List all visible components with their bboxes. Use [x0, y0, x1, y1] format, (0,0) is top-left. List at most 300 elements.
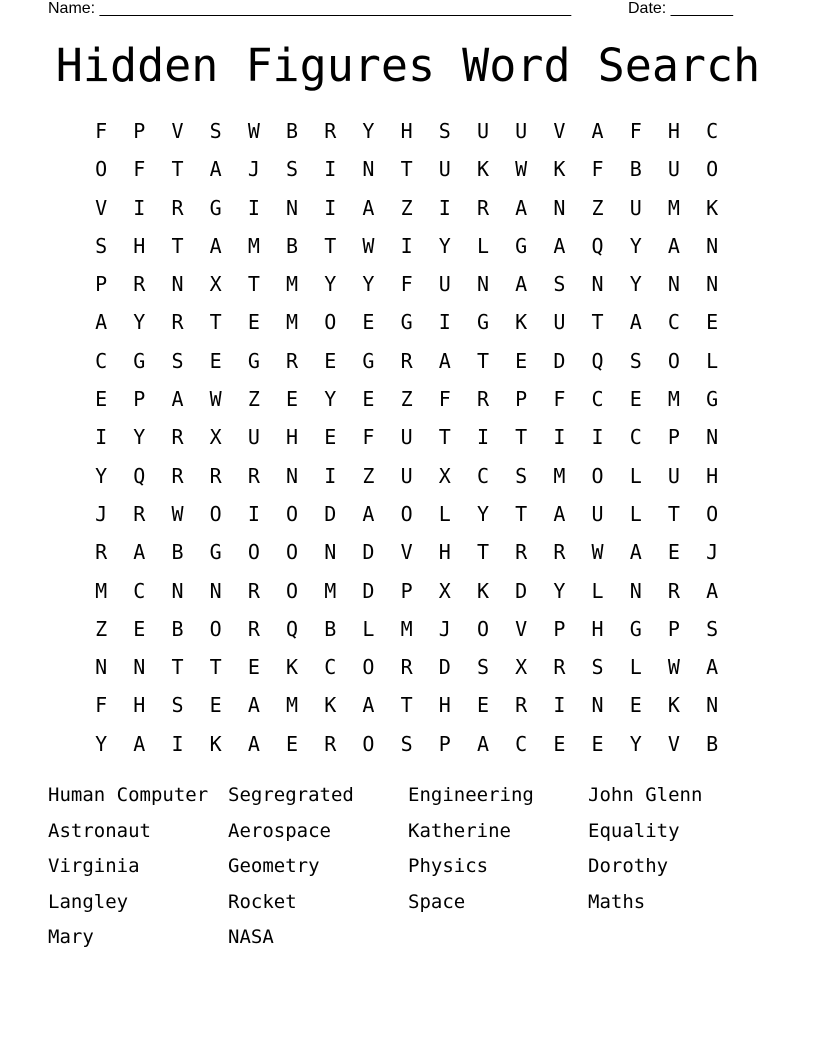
- word-list-item: Engineering: [408, 784, 534, 806]
- grid-letter: P: [667, 616, 680, 641]
- grid-letter: N: [706, 272, 719, 297]
- grid-letter: U: [667, 463, 680, 488]
- grid-letter: O: [706, 157, 719, 182]
- grid-letter: R: [247, 463, 260, 488]
- grid-letter: F: [362, 425, 375, 450]
- grid-letter: P: [438, 731, 451, 756]
- grid-letter: Z: [400, 195, 413, 220]
- grid-letter: M: [286, 310, 299, 335]
- grid-letter: H: [706, 463, 719, 488]
- grid-letter: H: [667, 119, 680, 143]
- grid-letter: Z: [247, 387, 260, 412]
- grid-letter: C: [706, 119, 719, 143]
- grid-letter: O: [286, 540, 299, 565]
- grid-letter: R: [171, 310, 184, 335]
- grid-letter: N: [362, 157, 375, 182]
- grid-letter: I: [324, 157, 337, 182]
- grid-letter: A: [247, 731, 260, 756]
- grid-letter: T: [515, 425, 528, 450]
- grid-letter: I: [438, 310, 451, 335]
- grid-letter: Z: [400, 387, 413, 412]
- grid-letter: I: [247, 195, 260, 220]
- grid-letter: D: [553, 348, 566, 373]
- grid-letter: W: [515, 157, 528, 182]
- grid-letter: N: [171, 272, 184, 297]
- word-list-item: John Glenn: [588, 784, 703, 806]
- grid-letter: A: [629, 540, 642, 565]
- name-field-line: Name: _____________________________________________________: [48, 0, 572, 17]
- grid-letter: I: [438, 195, 451, 220]
- grid-letter: I: [95, 425, 108, 450]
- grid-letter: E: [286, 731, 299, 756]
- grid-letter: T: [324, 233, 337, 258]
- grid-letter: I: [324, 463, 337, 488]
- grid-letter: Y: [133, 425, 146, 450]
- grid-letter: I: [553, 425, 566, 450]
- grid-letter: M: [286, 693, 299, 718]
- grid-letter: H: [438, 693, 451, 718]
- grid-letter: Y: [95, 463, 108, 488]
- grid-letter: R: [667, 578, 680, 603]
- grid-letter: A: [629, 310, 642, 335]
- grid-letter: P: [400, 578, 413, 603]
- grid-letter: A: [209, 157, 222, 182]
- grid-letter: I: [591, 425, 604, 450]
- grid-letter: A: [438, 348, 451, 373]
- word-list-item: Rocket: [228, 890, 297, 913]
- grid-letter: B: [706, 731, 719, 756]
- grid-letter: K: [515, 310, 528, 335]
- grid-letter: Y: [362, 119, 375, 143]
- grid-letter: F: [95, 693, 108, 718]
- grid-letter: E: [209, 348, 222, 373]
- grid-letter: J: [438, 616, 451, 641]
- grid-letter: H: [286, 425, 299, 450]
- grid-letter: I: [400, 233, 413, 258]
- grid-letter: T: [209, 655, 222, 680]
- grid-letter: D: [324, 501, 337, 526]
- grid-letter: T: [515, 501, 528, 526]
- grid-letter: W: [362, 233, 375, 258]
- grid-letter: S: [629, 348, 642, 373]
- grid-letter: H: [133, 693, 146, 718]
- grid-letter: Z: [362, 463, 375, 488]
- grid-letter: N: [286, 463, 299, 488]
- grid-letter: W: [591, 540, 604, 565]
- grid-letter: R: [209, 463, 222, 488]
- grid-letter: E: [286, 387, 299, 412]
- grid-letter: R: [515, 693, 528, 718]
- grid-letter: T: [667, 501, 680, 526]
- grid-letter: Y: [133, 310, 146, 335]
- grid-letter: Y: [629, 272, 642, 297]
- grid-letter: P: [515, 387, 528, 412]
- grid-letter: S: [286, 157, 299, 182]
- grid-letter: E: [95, 387, 108, 412]
- grid-letter: W: [171, 501, 184, 526]
- grid-letter: F: [438, 387, 451, 412]
- grid-letter: O: [95, 157, 108, 182]
- grid-letter: N: [95, 655, 108, 680]
- grid-letter: F: [95, 119, 108, 143]
- grid-letter: R: [553, 655, 566, 680]
- grid-letter: R: [171, 463, 184, 488]
- word-list-item: Physics: [408, 855, 489, 878]
- grid-letter: U: [591, 501, 604, 526]
- grid-letter: U: [247, 425, 260, 450]
- grid-letter: L: [629, 501, 642, 526]
- grid-letter: E: [324, 425, 337, 450]
- grid-letter: E: [362, 310, 375, 335]
- grid-letter: H: [591, 616, 604, 641]
- grid-letter: I: [133, 195, 146, 220]
- grid-letter: E: [591, 731, 604, 756]
- grid-letter: R: [400, 348, 413, 373]
- grid-letter: E: [247, 310, 260, 335]
- grid-letter: L: [476, 233, 489, 258]
- header-row: [48, 0, 748, 20]
- grid-letter: R: [324, 119, 337, 143]
- grid-letter: T: [476, 540, 489, 565]
- grid-letter: K: [324, 693, 337, 718]
- grid-letter: N: [286, 195, 299, 220]
- grid-letter: B: [324, 616, 337, 641]
- grid-letter: G: [133, 348, 146, 373]
- grid-letter: A: [209, 233, 222, 258]
- grid-letter: D: [438, 655, 451, 680]
- grid-letter: V: [400, 540, 413, 565]
- grid-letter: J: [706, 540, 719, 565]
- grid-letter: S: [95, 233, 108, 258]
- word-list-item: Human Computer: [48, 784, 209, 806]
- grid-letter: O: [706, 501, 719, 526]
- grid-letter: T: [438, 425, 451, 450]
- grid-letter: E: [706, 310, 719, 335]
- grid-letter: U: [667, 157, 680, 182]
- grid-letter: N: [209, 578, 222, 603]
- grid-letter: O: [362, 731, 375, 756]
- grid-letter: Q: [591, 348, 604, 373]
- grid-letter: R: [476, 387, 489, 412]
- grid-letter: S: [476, 655, 489, 680]
- grid-letter: R: [553, 540, 566, 565]
- grid-letter: P: [133, 387, 146, 412]
- grid-letter: N: [171, 578, 184, 603]
- grid-letter: C: [515, 731, 528, 756]
- date-field-line: Date: _______: [628, 0, 733, 17]
- grid-letter: F: [553, 387, 566, 412]
- grid-letter: H: [400, 119, 413, 143]
- grid-letter: Y: [324, 387, 337, 412]
- grid-letter: A: [553, 233, 566, 258]
- grid-letter: Z: [95, 616, 108, 641]
- grid-letter: R: [133, 272, 146, 297]
- word-list-item: Mary: [48, 926, 94, 949]
- grid-letter: U: [400, 463, 413, 488]
- grid-letter: V: [553, 119, 566, 143]
- grid-letter: Q: [133, 463, 146, 488]
- grid-letter: K: [476, 578, 489, 603]
- grid-letter: R: [247, 578, 260, 603]
- grid-letter: M: [553, 463, 566, 488]
- grid-letter: A: [476, 731, 489, 756]
- grid-letter: M: [400, 616, 413, 641]
- grid-letter: T: [171, 233, 184, 258]
- grid-letter: N: [553, 195, 566, 220]
- grid-letter: F: [629, 119, 642, 143]
- grid-letter: M: [95, 578, 108, 603]
- grid-letter: A: [515, 195, 528, 220]
- grid-letter: F: [133, 157, 146, 182]
- grid-letter: E: [515, 348, 528, 373]
- grid-letter: R: [515, 540, 528, 565]
- grid-letter: G: [706, 387, 719, 412]
- grid-letter: D: [362, 578, 375, 603]
- grid-letter: M: [286, 272, 299, 297]
- grid-letter: C: [476, 463, 489, 488]
- word-list-item: Maths: [588, 890, 646, 913]
- grid-letter: O: [667, 348, 680, 373]
- word-list-item: Geometry: [228, 855, 320, 878]
- grid-letter: A: [667, 233, 680, 258]
- grid-letter: T: [591, 310, 604, 335]
- grid-letter: E: [324, 348, 337, 373]
- grid-letter: D: [515, 578, 528, 603]
- grid-letter: M: [667, 387, 680, 412]
- grid-letter: O: [362, 655, 375, 680]
- grid-letter: A: [247, 693, 260, 718]
- grid-letter: K: [286, 655, 299, 680]
- grid-letter: Y: [324, 272, 337, 297]
- grid-letter: N: [706, 425, 719, 450]
- grid-letter: V: [95, 195, 108, 220]
- grid-letter: A: [706, 655, 719, 680]
- grid-letter: B: [171, 540, 184, 565]
- grid-letter: N: [591, 272, 604, 297]
- word-list-item: Dorothy: [588, 855, 669, 878]
- word-list-item: Segregrated: [228, 784, 354, 806]
- grid-letter: W: [247, 119, 260, 143]
- grid-letter: U: [476, 119, 489, 143]
- grid-letter: E: [247, 655, 260, 680]
- grid-letter: W: [209, 387, 222, 412]
- grid-letter: M: [324, 578, 337, 603]
- grid-letter: G: [515, 233, 528, 258]
- grid-letter: S: [591, 655, 604, 680]
- grid-letter: L: [706, 348, 719, 373]
- grid-letter: G: [362, 348, 375, 373]
- grid-letter: N: [133, 655, 146, 680]
- grid-letter: E: [629, 387, 642, 412]
- grid-letter: F: [400, 272, 413, 297]
- grid-letter: S: [438, 119, 451, 143]
- grid-letter: D: [362, 540, 375, 565]
- page-title: Hidden Figures Word Search: [55, 39, 761, 92]
- grid-letter: K: [476, 157, 489, 182]
- grid-letter: C: [95, 348, 108, 373]
- word-list-item: Equality: [588, 819, 680, 842]
- grid-letter: S: [515, 463, 528, 488]
- grid-letter: B: [629, 157, 642, 182]
- grid-letter: E: [667, 540, 680, 565]
- grid-letter: R: [171, 425, 184, 450]
- grid-letter: C: [667, 310, 680, 335]
- grid-letter: U: [515, 119, 528, 143]
- grid-letter: X: [209, 272, 222, 297]
- grid-letter: X: [209, 425, 222, 450]
- grid-letter: A: [133, 731, 146, 756]
- grid-letter: L: [591, 578, 604, 603]
- grid-letter: E: [133, 616, 146, 641]
- grid-letter: Y: [553, 578, 566, 603]
- word-list-item: Virginia: [48, 855, 140, 878]
- grid-letter: A: [362, 195, 375, 220]
- grid-letter: P: [95, 272, 108, 297]
- word-list-item: Space: [408, 890, 466, 913]
- grid-letter: G: [629, 616, 642, 641]
- grid-letter: E: [553, 731, 566, 756]
- grid-letter: V: [171, 119, 184, 143]
- grid-letter: I: [476, 425, 489, 450]
- grid-letter: B: [286, 119, 299, 143]
- grid-letter: A: [706, 578, 719, 603]
- grid-letter: Z: [591, 195, 604, 220]
- grid-letter: L: [438, 501, 451, 526]
- grid-letter: U: [438, 272, 451, 297]
- grid-letter: V: [667, 731, 680, 756]
- grid-letter: R: [476, 195, 489, 220]
- grid-letter: U: [553, 310, 566, 335]
- grid-letter: A: [362, 501, 375, 526]
- grid-letter: P: [553, 616, 566, 641]
- grid-letter: B: [286, 233, 299, 258]
- grid-letter: I: [247, 501, 260, 526]
- grid-letter: G: [209, 195, 222, 220]
- grid-letter: R: [286, 348, 299, 373]
- grid-letter: O: [286, 501, 299, 526]
- grid-letter: K: [553, 157, 566, 182]
- grid-letter: Y: [438, 233, 451, 258]
- word-list-item: Aerospace: [228, 819, 331, 842]
- grid-letter: Q: [286, 616, 299, 641]
- grid-letter: O: [209, 501, 222, 526]
- grid-letter: U: [438, 157, 451, 182]
- grid-letter: S: [209, 119, 222, 143]
- grid-letter: N: [629, 578, 642, 603]
- word-list: [48, 778, 768, 956]
- grid-letter: G: [209, 540, 222, 565]
- grid-letter: A: [171, 387, 184, 412]
- grid-letter: K: [667, 693, 680, 718]
- grid-letter: O: [476, 616, 489, 641]
- grid-letter: I: [171, 731, 184, 756]
- grid-letter: R: [133, 501, 146, 526]
- grid-letter: A: [515, 272, 528, 297]
- grid-letter: F: [591, 157, 604, 182]
- grid-letter: O: [324, 310, 337, 335]
- grid-letter: P: [667, 425, 680, 450]
- grid-letter: Y: [95, 731, 108, 756]
- grid-letter: E: [362, 387, 375, 412]
- grid-letter: L: [629, 463, 642, 488]
- grid-letter: N: [591, 693, 604, 718]
- grid-letter: U: [629, 195, 642, 220]
- grid-letter: J: [95, 501, 108, 526]
- grid-letter: A: [362, 693, 375, 718]
- grid-letter: T: [247, 272, 260, 297]
- grid-letter: C: [133, 578, 146, 603]
- grid-letter: E: [629, 693, 642, 718]
- grid-letter: C: [629, 425, 642, 450]
- grid-letter: O: [209, 616, 222, 641]
- word-list-item: Astronaut: [48, 819, 151, 842]
- grid-letter: C: [324, 655, 337, 680]
- grid-letter: U: [400, 425, 413, 450]
- grid-letter: B: [171, 616, 184, 641]
- grid-letter: H: [438, 540, 451, 565]
- grid-letter: W: [667, 655, 680, 680]
- grid-letter: N: [667, 272, 680, 297]
- grid-letter: L: [629, 655, 642, 680]
- word-list-item: NASA: [228, 926, 274, 949]
- grid-letter: S: [171, 693, 184, 718]
- grid-letter: A: [591, 119, 604, 143]
- grid-letter: T: [476, 348, 489, 373]
- grid-letter: T: [209, 310, 222, 335]
- grid-letter: T: [400, 157, 413, 182]
- grid-letter: N: [706, 233, 719, 258]
- grid-letter: N: [706, 693, 719, 718]
- grid-letter: Y: [362, 272, 375, 297]
- letter-grid: [82, 112, 731, 763]
- grid-letter: G: [476, 310, 489, 335]
- grid-letter: O: [400, 501, 413, 526]
- grid-letter: C: [591, 387, 604, 412]
- grid-letter: Q: [591, 233, 604, 258]
- grid-letter: T: [171, 157, 184, 182]
- grid-letter: S: [171, 348, 184, 373]
- word-list-item: Katherine: [408, 819, 511, 842]
- grid-letter: G: [247, 348, 260, 373]
- grid-letter: S: [553, 272, 566, 297]
- grid-letter: S: [706, 616, 719, 641]
- grid-letter: K: [706, 195, 719, 220]
- grid-letter: I: [324, 195, 337, 220]
- grid-letter: Y: [629, 731, 642, 756]
- grid-letter: X: [438, 578, 451, 603]
- word-list-item: Langley: [48, 890, 129, 913]
- grid-letter: I: [553, 693, 566, 718]
- grid-letter: M: [667, 195, 680, 220]
- grid-letter: L: [362, 616, 375, 641]
- grid-letter: Y: [629, 233, 642, 258]
- grid-letter: J: [247, 157, 260, 182]
- grid-letter: N: [324, 540, 337, 565]
- grid-letter: O: [286, 578, 299, 603]
- grid-letter: R: [171, 195, 184, 220]
- grid-letter: O: [591, 463, 604, 488]
- grid-letter: E: [476, 693, 489, 718]
- grid-letter: M: [247, 233, 260, 258]
- grid-letter: T: [400, 693, 413, 718]
- grid-letter: H: [133, 233, 146, 258]
- grid-letter: E: [209, 693, 222, 718]
- grid-letter: N: [476, 272, 489, 297]
- grid-letter: X: [515, 655, 528, 680]
- grid-letter: R: [400, 655, 413, 680]
- grid-letter: V: [515, 616, 528, 641]
- grid-letter: O: [247, 540, 260, 565]
